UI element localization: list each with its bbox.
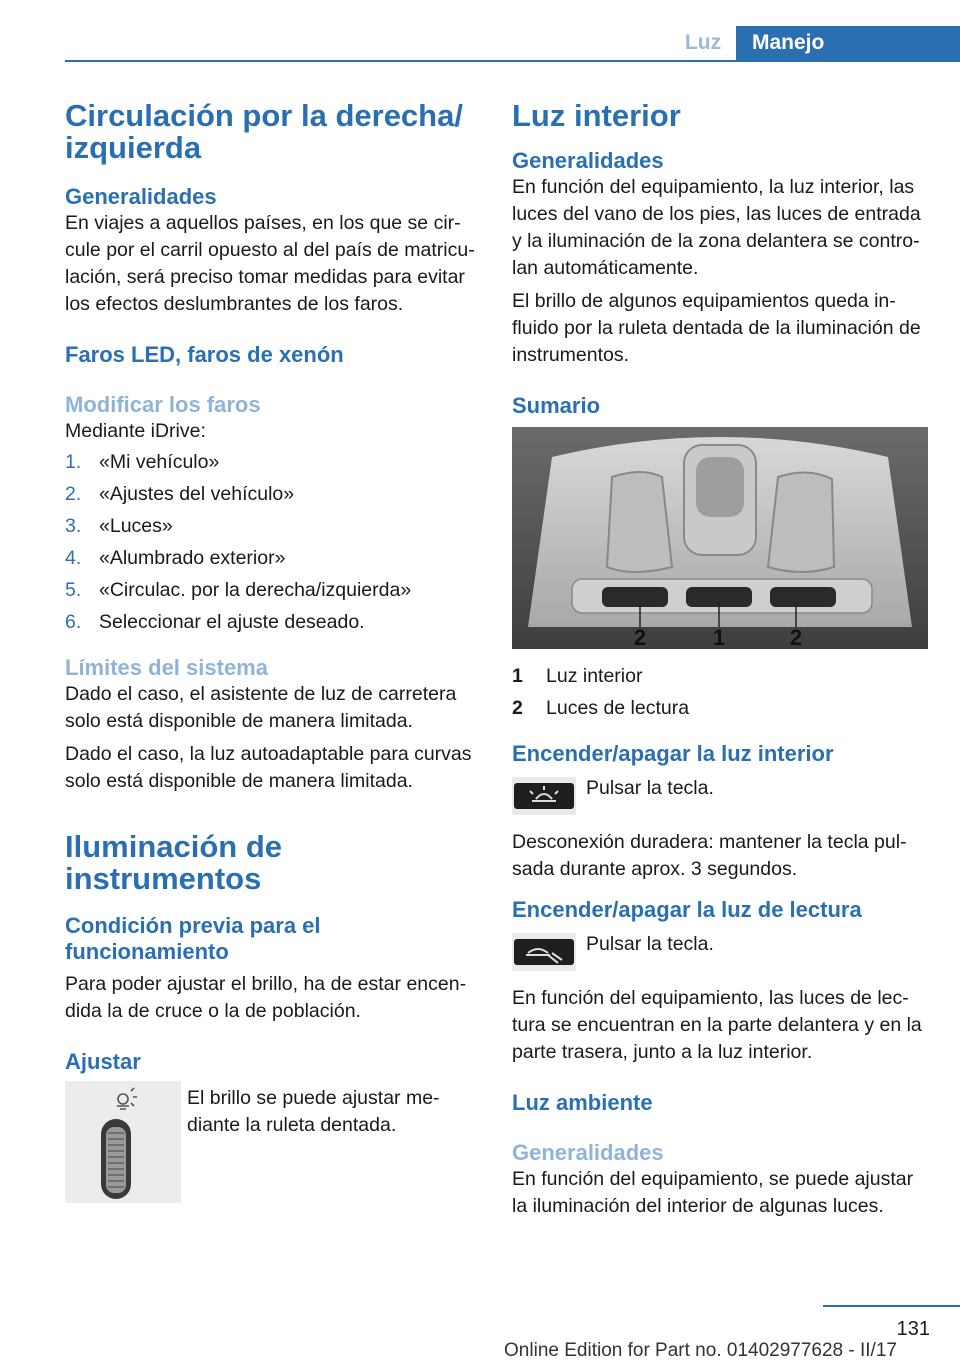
text-desconexion: Desconexión duradera: mantener la tecla pulsada durante aprox. 3 segundos. — [512, 831, 907, 880]
dimmer-icon — [117, 1088, 137, 1109]
photo-label-2-left: 2 — [633, 625, 647, 649]
text-generalidades-1: En función del equipamiento, la luz interior, las luces del vano de los pies, las luces de entrada y la iluminación de la zona delantera se controlan automáticamente. — [512, 176, 921, 279]
heading-ajustar: Ajustar — [65, 1049, 141, 1074]
photo-label-2-right: 2 — [789, 625, 803, 649]
text-mediante-idrive: Mediante iDrive: — [65, 420, 206, 442]
right-column — [512, 100, 930, 1220]
heading-condicion: Condición previa para el funcionamiento — [65, 913, 321, 964]
footer-rule — [823, 1305, 960, 1307]
list-item: 6. Seleccionar el ajuste deseado. — [65, 611, 365, 633]
heading-modificar-faros: Modificar los faros — [65, 392, 261, 417]
text-condicion: Para poder ajustar el brillo, ha de estar encendida la de cruce o la de población. — [65, 973, 467, 1022]
legend-item: 1 Luz interior — [512, 665, 643, 687]
list-item: 2. «Ajustes del vehículo» — [65, 483, 295, 505]
text-ambiente: En función del equipamiento, se puede ajustar la iluminación del interior de algunas luces. — [512, 1168, 914, 1217]
page-number: 131 — [896, 1318, 930, 1340]
list-item: 4. «Alumbrado exterior» — [65, 547, 286, 569]
heading-limites: Límites del sistema — [65, 655, 268, 680]
heading-luz-interior: Luz interior — [512, 98, 681, 133]
left-column — [65, 100, 475, 1203]
heading-generalidades-ambiente: Generalidades — [512, 1140, 664, 1165]
edition-footer: Online Edition for Part no. 01402977628 - II/17 — [504, 1340, 897, 1361]
header-rule — [65, 60, 960, 62]
photo-label-1: 1 — [712, 625, 726, 649]
text-limites-2: Dado el caso, la luz autoadaptable para curvas solo está disponible de manera limitada. — [65, 743, 472, 792]
heading-iluminacion: Iluminación de instrumentos — [65, 829, 283, 896]
figure-reading-button — [512, 931, 930, 971]
header-tab-manejo[interactable]: Manejo — [736, 26, 960, 62]
figure-interior-button — [512, 775, 930, 815]
heading-sumario: Sumario — [512, 393, 601, 418]
interior-light-photo — [512, 427, 928, 649]
text-pulsar-tecla-2: Pulsar la tecla. — [586, 933, 714, 955]
reading-light-button-icon — [512, 933, 576, 971]
interior-light-button-icon — [512, 777, 576, 815]
heading-circulacion: Circulación por la derecha/ izquierda — [65, 98, 463, 165]
list-item: 5. «Circulac. por la derecha/izquierda» — [65, 579, 412, 601]
heading-luz-ambiente: Luz ambiente — [512, 1090, 653, 1115]
thumbwheel-image — [65, 1081, 181, 1203]
list-item: 1. «Mi vehículo» — [65, 451, 220, 473]
text-pulsar-tecla-1: Pulsar la tecla. — [586, 777, 714, 799]
legend-item: 2 Luces de lectura — [512, 697, 690, 719]
text-ajustar: El brillo se puede ajustar mediante la ruleta dentada. — [187, 1087, 440, 1136]
text-generalidades: En viajes a aquellos países, en los que se circule por el carril opuesto al del país de matriculación, será preciso tomar medidas para evitar los efectos deslumbrantes de los faros. — [65, 212, 475, 315]
figure-ajustar — [65, 1081, 475, 1203]
heading-generalidades: Generalidades — [65, 184, 217, 209]
heading-encender-interior: Encender/apagar la luz interior — [512, 741, 834, 766]
list-item: 3. «Luces» — [65, 515, 173, 537]
heading-faros: Faros LED, faros de xenón — [65, 342, 344, 367]
heading-generalidades-right: Generalidades — [512, 148, 664, 173]
text-generalidades-2: El brillo de algunos equipamientos queda influido por la ruleta dentada de la iluminación de instrumentos. — [512, 290, 921, 366]
heading-encender-lectura: Encender/apagar la luz de lectura — [512, 897, 862, 922]
steps-list — [65, 449, 475, 636]
text-limites-1: Dado el caso, el asistente de luz de carretera solo está disponible de manera limitada. — [65, 683, 457, 732]
text-lectura: En función del equipamiento, las luces de lectura se encuentran en la parte delantera y en la parte trasera, junto a la luz interior. — [512, 987, 922, 1063]
header-tab-luz[interactable]: Luz — [684, 31, 722, 54]
